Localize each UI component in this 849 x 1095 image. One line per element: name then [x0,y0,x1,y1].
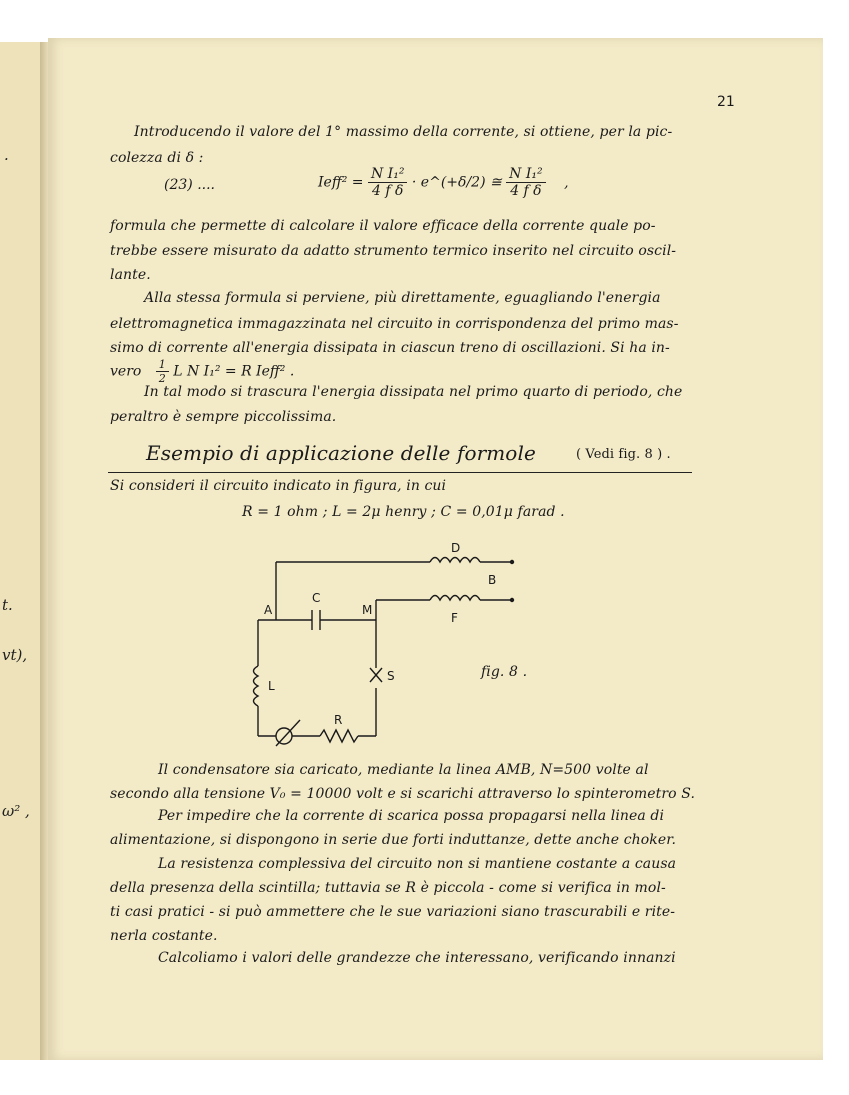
label-R: R [334,713,343,727]
page-number: 21 [717,94,735,110]
paragraph-line: peraltro è sempre piccolissima. [110,409,337,425]
fraction-numerator: N I₁² [506,166,545,183]
equation-middle: · e^(+δ/2) ≅ [411,174,502,191]
paragraph-line: lante. [110,267,151,283]
paragraph-line: alimentazione, si dispongono in serie due forti induttanze, dette anche choker. [110,832,677,848]
section-heading: Esempio di applicazione delle formole [146,441,536,465]
paragraph-line: secondo alla tensione V₀ = 10000 volt e si scarichi attraverso lo spinterometro S. [110,786,695,802]
circuit-diagram [240,540,540,750]
figure-caption: fig. 8 . [481,664,528,680]
paragraph-line: Si consideri il circuito indicato in figura, in cui [110,478,447,494]
paragraph-line: simo di corrente all'energia dissipata in ciascun treno di oscillazioni. Si ha in- [110,340,670,356]
energy-equation [110,358,294,385]
label-M: M [362,603,373,617]
equation-23 [318,166,569,199]
energy-prefix: vero [110,363,142,380]
equation-trailing: , [564,174,569,191]
paragraph-line: Calcoliamo i valori delle grandezze che interessano, verificando innanzi [158,950,676,966]
left-page-fragment: vt), [2,646,28,664]
fraction-denominator: 4 f δ [510,183,542,199]
fraction-numerator: N I₁² [368,166,407,183]
figure-reference: ( Vedi fig. 8 ) . [576,447,671,462]
left-page-fragment: t. [2,596,13,614]
fraction-denominator: 2 [158,372,166,385]
fraction-denominator: 4 f δ [372,183,404,199]
half-fraction [156,358,169,385]
section-underline [108,472,692,473]
equation-number: (23) .... [164,177,215,193]
fraction-numerator: 1 [156,358,169,372]
paragraph-line: Per impedire che la corrente di scarica possa propagarsi nella linea di [158,808,665,824]
paragraph-line: In tal modo si trascura l'energia dissipata nel primo quarto di periodo, che [144,384,683,400]
paragraph-line: formula che permette di calcolare il valore efficace della corrente quale po- [110,218,656,234]
paragraph-line: della presenza della scintilla; tuttavia se R è piccola - come si verifica in mol- [110,880,666,896]
energy-expression: L N I₁² = R Ieff² . [173,363,295,380]
label-A: A [264,603,273,617]
component-values: R = 1 ohm ; L = 2μ henry ; C = 0,01μ farad . [242,504,565,520]
paragraph-line: colezza di δ : [110,150,204,166]
paragraph-line: La resistenza complessiva del circuito non si mantiene costante a causa [158,856,677,872]
paragraph-line: elettromagnetica immagazzinata nel circuito in corrispondenza del primo mas- [110,316,679,332]
equation-lhs: Ieff² = [318,174,364,191]
label-F: F [451,611,458,625]
left-page-fragment: · [4,150,9,168]
paragraph-line: nerla costante. [110,928,218,944]
label-B: B [488,573,497,587]
left-page-fragment: ω² , [2,802,30,820]
equation-fraction [368,166,407,199]
paragraph-line: ti casi pratici - si può ammettere che le sue variazioni siano trascurabili e rite- [110,904,676,920]
label-C: C [312,591,321,605]
paragraph-line: Alla stessa formula si perviene, più direttamente, eguagliando l'energia [144,290,661,306]
paragraph-line: trebbe essere misurato da adatto strumento termico inserito nel circuito oscil- [110,243,677,259]
paragraph-line: Introducendo il valore del 1° massimo della corrente, si ottiene, per la pic- [134,124,673,140]
paragraph-line: Il condensatore sia caricato, mediante la linea AMB, N=500 volte al [158,762,649,778]
equation-fraction [506,166,545,199]
label-S: S [387,669,395,683]
label-L: L [268,679,275,693]
label-D: D [451,541,461,555]
